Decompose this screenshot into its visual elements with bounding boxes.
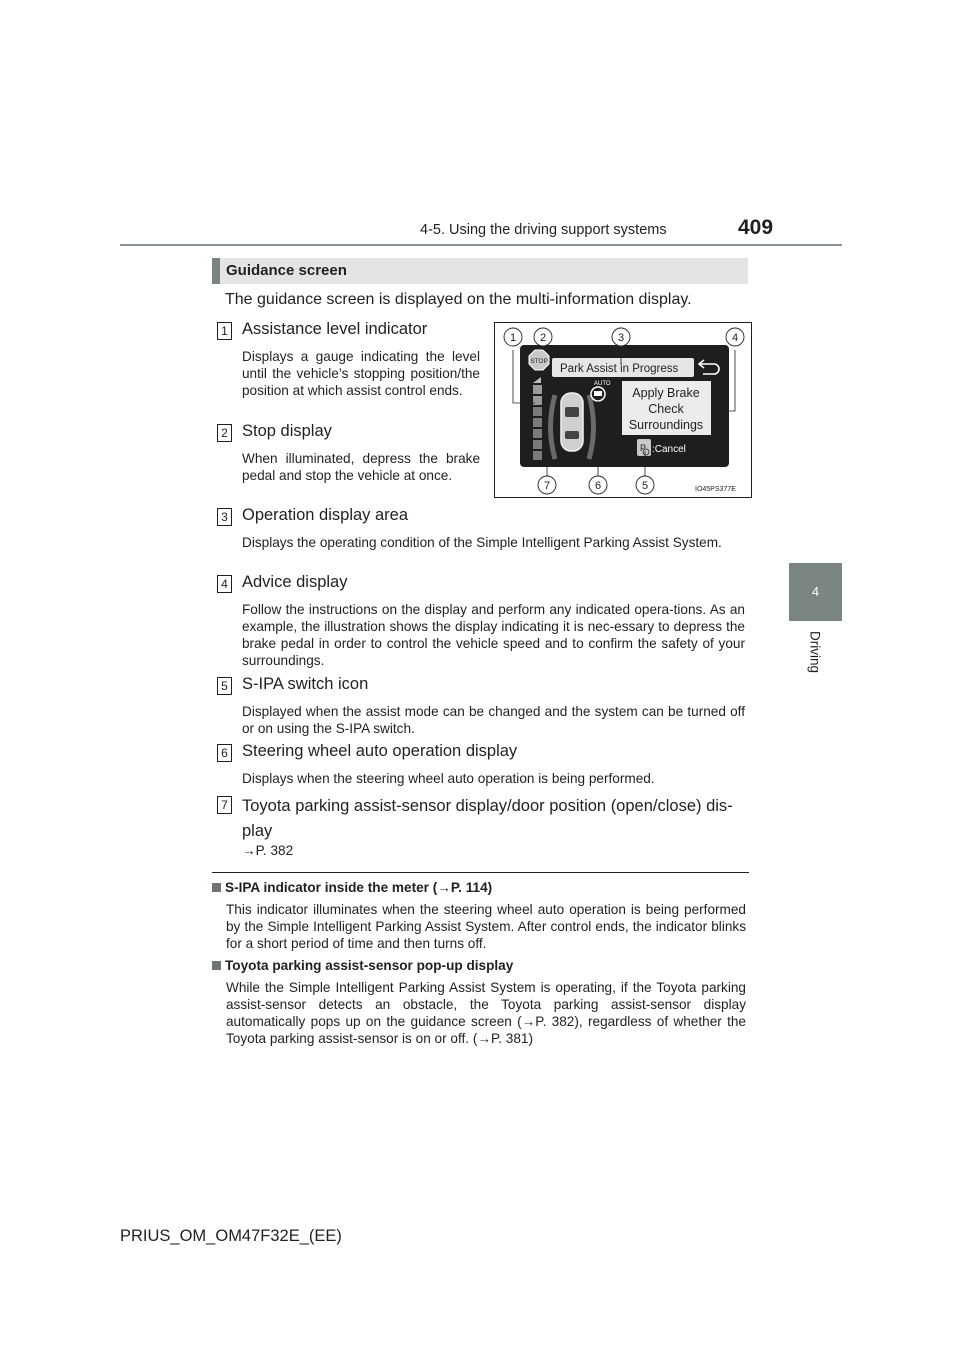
gauge-segment-1	[533, 385, 542, 394]
gauge-segment-6	[533, 440, 542, 449]
gauge-segment-5	[533, 429, 542, 438]
callout-6-label: 6	[594, 480, 602, 492]
item-number-1: 1	[217, 322, 232, 340]
car-icon	[561, 393, 583, 451]
item-number-5: 5	[217, 677, 232, 695]
figure-id: IO45PS377E	[695, 486, 736, 493]
note-title-2	[212, 958, 513, 973]
chapter-tab-label	[789, 622, 842, 682]
item-desc-3: Displays the operating condition of the Simple Intelligent Parking Assist System.	[242, 535, 722, 550]
section-heading-accent	[212, 258, 220, 284]
guidance-screen-figure	[494, 322, 752, 498]
item-title-5: S-IPA switch icon	[242, 675, 369, 693]
intro-text: The guidance screen is displayed on the multi-information display.	[225, 291, 692, 308]
header-divider	[120, 244, 842, 246]
page-number: 409	[738, 216, 774, 239]
advice-line-3: Surroundings	[628, 418, 704, 432]
note-text-1: This indicator illuminates when the steering wheel auto operation is being performed by the Simple Intelligent Parking Assist System. After control ends, the indicator blinks for a short period of time and then turns off.	[226, 902, 746, 951]
item-number-4: 4	[217, 575, 232, 593]
car-rear-window	[565, 431, 579, 439]
note-bullet-square	[212, 961, 221, 970]
steering-wheel-hub	[594, 391, 602, 396]
advice-line-1: Apply Brake	[632, 386, 700, 400]
item-desc-4: Follow the instructions on the display and perform any indicated opera-tions. As an example, the illustration shows the display indicating it is nec-essary to depress the brake pedal in order to control the vehicle speed and to confirm the safety of your surroundings.	[242, 602, 745, 668]
note-title-1	[212, 880, 492, 895]
auto-label: AUTO	[594, 381, 611, 387]
chapter-tab-label-text: Driving	[807, 630, 823, 674]
callout-7-label: 7	[543, 480, 551, 492]
callout-5-label: 5	[641, 480, 649, 492]
note-title-1-text: S-IPA indicator inside the meter (→P. 114)	[225, 880, 493, 895]
gauge-segment-7	[533, 451, 542, 460]
gauge-segment-3	[533, 407, 542, 416]
callout-2-label: 2	[539, 332, 547, 344]
note-text-2: While the Simple Intelligent Parking Assist System is operating, if the Toyota parking assist-sensor detects an obstacle, the Toyota parking assist-sensor display automatically pops up on the guidance screen (→P. 382), regardless of whether the Toyota parking assist-sensor is on or off. (→P. 381)	[226, 980, 746, 1046]
advice-line-2: Check	[648, 402, 684, 416]
item-title-3: Operation display area	[242, 506, 409, 524]
item-desc-2: When illuminated, depress the brake pedal and stop the vehicle at once.	[242, 451, 480, 483]
item-desc-1: Displays a gauge indicating the level until the vehicle’s stopping position/the position at which assist control ends.	[242, 349, 480, 398]
item-title-4: Advice display	[242, 573, 348, 591]
chapter-tab-number: 4	[789, 563, 842, 621]
item-number-7: 7	[217, 796, 232, 814]
gauge-segment-4	[533, 418, 542, 427]
callout-3-label: 3	[617, 332, 625, 344]
section-heading-bar	[212, 258, 748, 284]
guidance-screen-illustration	[495, 323, 751, 497]
sipa-p-label: P	[640, 443, 647, 453]
item-number-6: 6	[217, 744, 232, 762]
callout-4-label: 4	[731, 332, 739, 344]
item-number-2: 2	[217, 424, 232, 442]
item-title-7: Toyota parking assist-sensor display/door position (open/close) dis-play	[242, 797, 733, 840]
document-footer: PRIUS_OM_OM47F32E_(EE)	[120, 1227, 342, 1245]
item-title-6: Steering wheel auto operation display	[242, 742, 518, 760]
status-text: Park Assist in Progress	[560, 363, 679, 375]
gauge-segment-2	[533, 396, 542, 405]
notes-divider	[212, 872, 749, 873]
item-desc-5: Displayed when the assist mode can be changed and the system can be turned off or on using the S-IPA switch.	[242, 704, 745, 736]
stop-label: STOP	[530, 358, 548, 365]
item-desc-7: →P. 382	[242, 843, 294, 858]
cancel-label: :Cancel	[652, 444, 686, 455]
section-heading: Guidance screen	[226, 262, 347, 279]
note-bullet-square	[212, 883, 221, 892]
note-title-2-text: Toyota parking assist-sensor pop-up display	[225, 958, 514, 973]
item-title-2: Stop display	[242, 422, 332, 440]
car-windshield	[565, 407, 579, 417]
running-header: 4-5. Using the driving support systems	[420, 222, 667, 238]
item-desc-6: Displays when the steering wheel auto operation is being performed.	[242, 771, 655, 786]
item-title-1: Assistance level indicator	[242, 320, 428, 338]
callout-1-label: 1	[509, 332, 517, 344]
item-number-3: 3	[217, 508, 232, 526]
